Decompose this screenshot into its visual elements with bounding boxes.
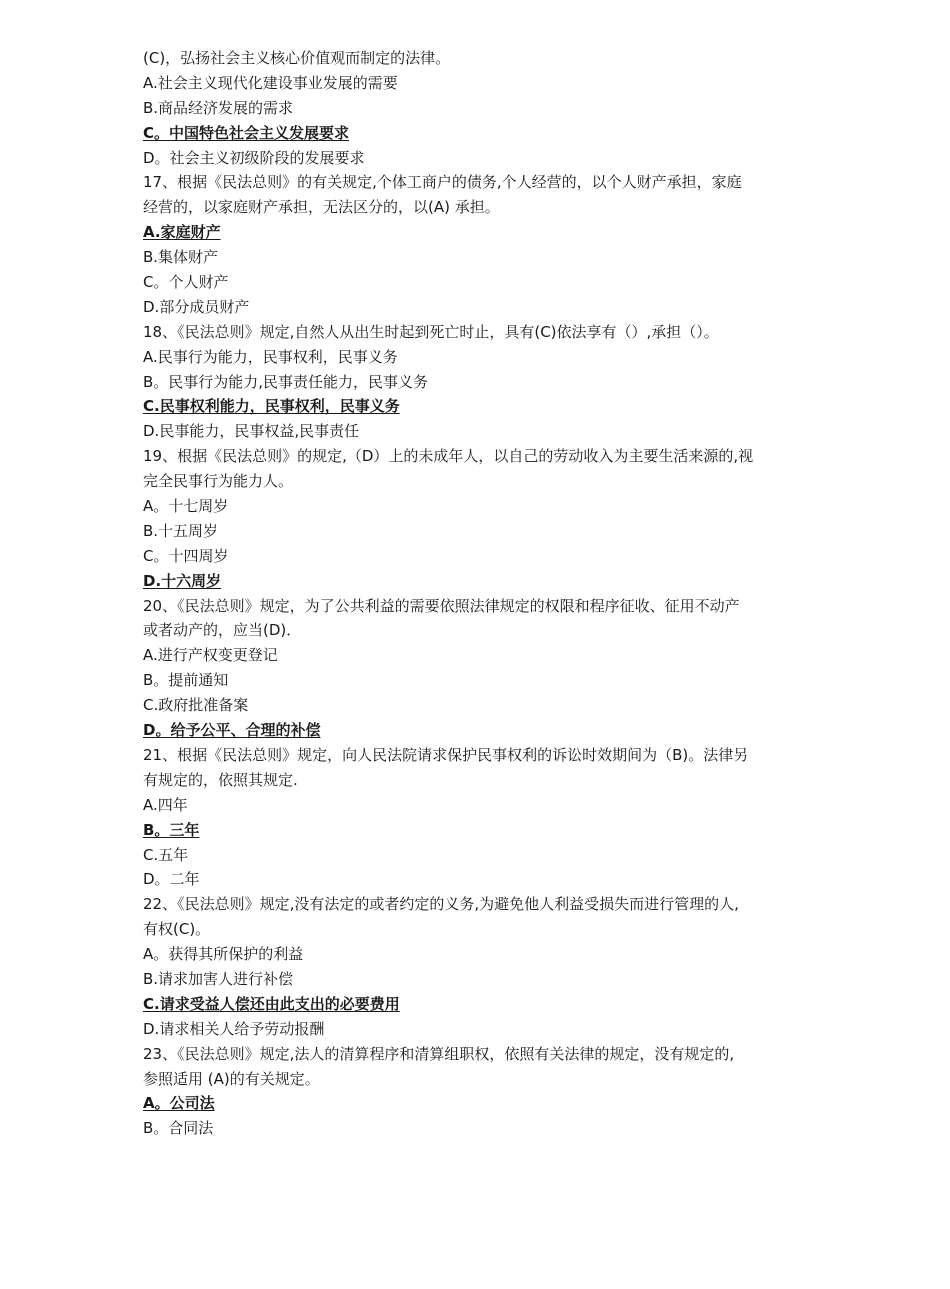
text-line: B.集体财产 xyxy=(143,248,219,267)
text-line: A.社会主义现代化建设事业发展的需要 xyxy=(143,73,398,92)
answer-line: C.民事权利能力，民事权利，民事义务 xyxy=(143,397,400,416)
text-line: 18、《民法总则》规定,自然人从出生时起到死亡时止，具有(C)依法享有（）,承担（）。 xyxy=(143,322,719,341)
text-line: D.民事能力，民事权益,民事责任 xyxy=(143,422,360,441)
answer-line: C.请求受益人偿还由此支出的必要费用 xyxy=(143,994,400,1013)
answer-line: C。中国特色社会主义发展要求 xyxy=(143,123,350,142)
text-line: D.请求相关人给予劳动报酬 xyxy=(143,1019,325,1038)
text-line: 参照适用 (A)的有关规定。 xyxy=(143,1069,320,1088)
text-line: 完全民事行为能力人。 xyxy=(143,472,294,491)
text-line: B。提前通知 xyxy=(143,671,229,690)
answer-line: D。给予公平、合理的补偿 xyxy=(143,721,321,740)
text-line: 经营的，以家庭财产承担，无法区分的，以(A) 承担。 xyxy=(143,198,500,217)
text-line: 有权(C)。 xyxy=(143,920,211,939)
text-line: 19、根据《民法总则》的规定,（D）上的未成年人，以自己的劳动收入为主要生活来源的,视 xyxy=(143,447,754,466)
text-line: B.商品经济发展的需求 xyxy=(143,98,294,117)
answer-line: B。三年 xyxy=(143,820,200,839)
text-line: (C)，弘扬社会主义核心价值观而制定的法律。 xyxy=(143,49,451,67)
text-line: B.请求加害人进行补偿 xyxy=(143,969,294,988)
answer-line: A.家庭财产 xyxy=(143,223,221,242)
text-line: A。获得其所保护的利益 xyxy=(143,945,304,964)
text-line: C。个人财产 xyxy=(143,273,229,292)
text-line: B。民事行为能力,民事责任能力，民事义务 xyxy=(143,372,429,391)
text-line: B.十五周岁 xyxy=(143,521,219,540)
text-line: A。十七周岁 xyxy=(143,497,229,516)
answer-line: A。公司法 xyxy=(143,1094,215,1113)
text-line: C.政府批准备案 xyxy=(143,696,249,715)
document-page xyxy=(143,46,811,1141)
text-line: C.五年 xyxy=(143,845,189,864)
text-line: 22、《民法总则》规定,没有法定的或者约定的义务,为避免他人利益受损失而进行管理的人, xyxy=(143,895,739,914)
text-line: 有规定的，依照其规定. xyxy=(143,770,298,789)
text-line: B。合同法 xyxy=(143,1119,214,1138)
text-line: A.四年 xyxy=(143,795,188,814)
text-line: 20、《民法总则》规定，为了公共利益的需要依照法律规定的权限和程序征收、征用不动产 xyxy=(143,596,740,615)
text-line: C。十四周岁 xyxy=(143,546,229,565)
text-line: 或者动产的，应当(D)． xyxy=(143,621,302,640)
text-line: D.部分成员财产 xyxy=(143,297,250,316)
text-line: D。社会主义初级阶段的发展要求 xyxy=(143,148,365,167)
text-line: A.民事行为能力，民事权利，民事义务 xyxy=(143,347,398,366)
text-line: 17、根据《民法总则》的有关规定,个体工商户的债务,个人经营的，以个人财产承担，家庭 xyxy=(143,173,742,192)
text-line: A.进行产权变更登记 xyxy=(143,646,278,665)
text-line: D。二年 xyxy=(143,870,200,889)
text-line: 21、根据《民法总则》规定，向人民法院请求保护民事权利的诉讼时效期间为（B)。法律另 xyxy=(143,745,749,764)
text-line: 23、《民法总则》规定,法人的清算程序和清算组职权，依照有关法律的规定，没有规定的, xyxy=(143,1044,735,1063)
answer-line: D.十六周岁 xyxy=(143,571,222,590)
